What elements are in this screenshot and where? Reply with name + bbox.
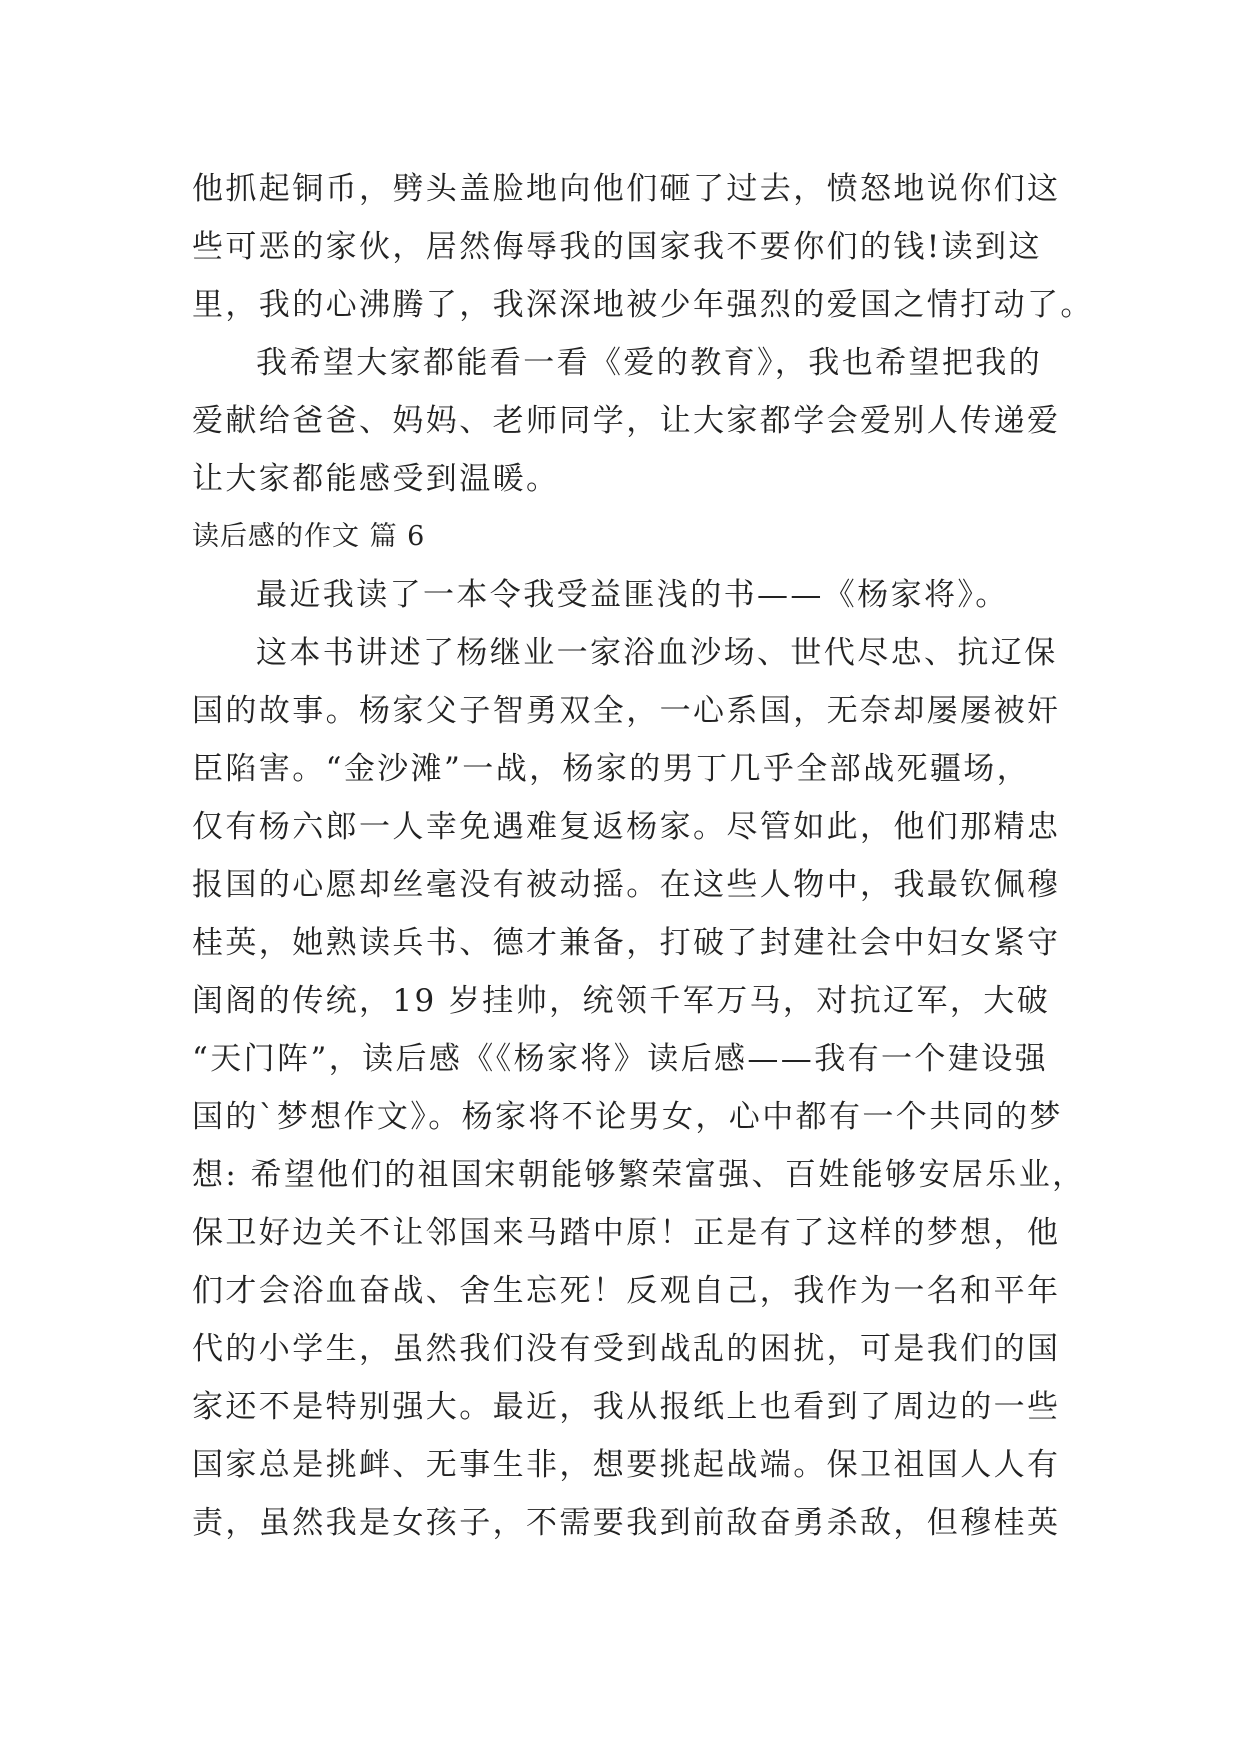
paragraph-line: 保卫好边关不让邻国来马踏中原！正是有了这样的梦想，他 — [192, 1215, 1061, 1251]
paragraph-line: 国的`梦想作文》。杨家将不论男女，心中都有一个共同的梦 — [192, 1099, 1063, 1135]
paragraph-line: 最近我读了一本令我受益匪浅的书——《杨家将》。 — [256, 577, 1009, 613]
paragraph-line: 我希望大家都能看一看《爱的教育》，我也希望把我的 — [256, 345, 1043, 381]
paragraph-line: 国家总是挑衅、无事生非，想要挑起战端。保卫祖国人人有 — [192, 1447, 1061, 1483]
paragraph-line: 仅有杨六郎一人幸免遇难复返杨家。尽管如此，他们那精忠 — [192, 809, 1061, 845]
document-text — [192, 160, 1094, 1552]
paragraph-line: 这本书讲述了杨继业一家浴血沙场、世代尽忠、抗辽保 — [256, 635, 1058, 671]
essay-intro-paragraph — [192, 566, 1052, 624]
paragraph-line: 让大家都能感受到温暖。 — [192, 461, 560, 497]
paragraph-line: 责，虽然我是女孩子，不需要我到前敌奋勇杀敌，但穆桂英 — [192, 1505, 1061, 1541]
paragraph-line: 报国的心愿却丝毫没有被动摇。在这些人物中，我最钦佩穆 — [192, 867, 1061, 903]
essay-body-paragraph — [192, 624, 1086, 1552]
paragraph-line: 们才会浴血奋战、舍生忘死！反观自己，我作为一名和平年 — [192, 1273, 1061, 1309]
continuation-paragraph — [192, 160, 1094, 334]
paragraph-line: 里，我的心沸腾了，我深深地被少年强烈的爱国之情打动了。 — [192, 287, 1094, 323]
paragraph-line: 代的小学生，虽然我们没有受到战乱的困扰，可是我们的国 — [192, 1331, 1061, 1367]
paragraph-line: 闺阁的传统，19 岁挂帅，统领千军万马，对抗辽军，大破 — [192, 983, 1051, 1019]
paragraph-line: 想: 希望他们的祖国宋朝能够繁荣富强、百姓能够安居乐业， — [192, 1157, 1086, 1193]
paragraph-line: 他抓起铜币，劈头盖脸地向他们砸了过去，愤怒地说你们这 — [192, 171, 1061, 207]
closing-paragraph — [192, 334, 1061, 508]
paragraph-line: 些可恶的家伙，居然侮辱我的国家我不要你们的钱!读到这 — [192, 229, 1042, 265]
paragraph-line: 家还不是特别强大。最近，我从报纸上也看到了周边的一些 — [192, 1389, 1061, 1425]
section-heading: 读后感的作文 篇 6 — [192, 521, 426, 552]
paragraph-line: 臣陷害。“金沙滩”一战，杨家的男丁几乎全部战死疆场， — [192, 751, 1031, 787]
paragraph-line: 爱献给爸爸、妈妈、老师同学，让大家都学会爱别人传递爱 — [192, 403, 1061, 439]
paragraph-line: “天门阵”，读后感《《杨家将》读后感——我有一个建设强 — [192, 1041, 1048, 1077]
paragraph-line: 桂英，她熟读兵书、德才兼备，打破了封建社会中妇女紧守 — [192, 925, 1061, 961]
paragraph-line: 国的故事。杨家父子智勇双全，一心系国，无奈却屡屡被奸 — [192, 693, 1061, 729]
